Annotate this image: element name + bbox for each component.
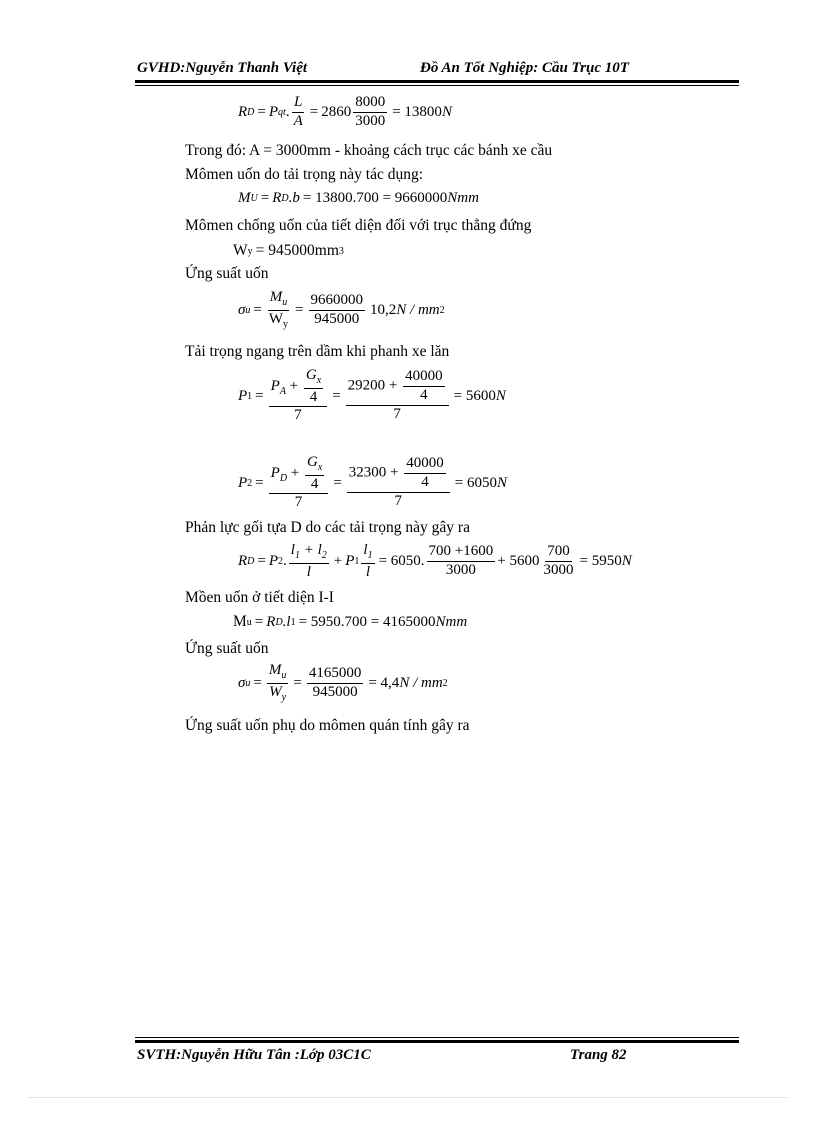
page-bottom-dotted-divider bbox=[28, 1097, 788, 1098]
footer-rule-thick bbox=[135, 1040, 739, 1043]
text-line-8: Ứng suất uốn bbox=[185, 640, 269, 657]
equation-horizontal-load-p1: P 1 = $P_A$ + $\frac{G_x}{4}$ 7 = 29200 + $\frac{40000}{4}$ 7 = 5600 N bbox=[238, 367, 506, 424]
footer-page-number: Trang 82 bbox=[570, 1047, 627, 1063]
text-line-1: Trong đó: A = 3000mm - khoảng cách trục các bánh xe cầu bbox=[185, 142, 553, 159]
text-line-3: Mômen chống uốn của tiết diện đối với trục thẳng đứng bbox=[185, 217, 532, 234]
header-project-title: Đồ An Tốt Nghiệp: Cầu Trục 10T bbox=[420, 60, 629, 76]
equation-bending-stress-2: σ u = $\frac{M_u}{W_y}$ = $\frac{4165000}{945000}$ = 4,4 N / mm 2 bbox=[238, 662, 448, 703]
equation-reaction-rd-horizontal: R D = P 2 . $l_1 + l_2$ l + P 1 $\frac{l_1}{l}$ = 6050. 700 +1600 3000 + 5600 $\frac{700}{3000}$ = 5950 N bbox=[238, 542, 632, 580]
equation-moment-section: M u = R D .l 1 = 5950.700 = 4165000 Nmm bbox=[233, 613, 468, 630]
equation-section-modulus: W y = 945000mm 3 bbox=[233, 242, 344, 259]
text-line-6: Phản lực gối tựa D do các tải trọng này gây ra bbox=[185, 519, 470, 536]
text-line-9: Ứng suất uốn phụ do mômen quán tính gây ra bbox=[185, 717, 470, 734]
text-line-7: Mồen uốn ở tiết diện I-I bbox=[185, 589, 334, 606]
text-line-4: Ứng suất uốn bbox=[185, 265, 269, 282]
header-instructor: GVHD:Nguyễn Thanh Việt bbox=[137, 60, 308, 76]
footer-rule-thin bbox=[135, 1037, 739, 1038]
equation-bending-stress-1: σ u = $\frac{M_u}{W_y}$ = $\frac{9660000}{945000}$ 10,2 N / mm 2 bbox=[238, 289, 445, 330]
equation-reaction-rd: R D = P qt . $\frac{L}{A}$ = 2860 $\frac{8000}{3000}$ = 13800 N bbox=[238, 94, 452, 129]
header-rule-thin bbox=[135, 85, 739, 86]
equation-bending-moment: M U = R D .b = 13800.700 = 9660000 Nmm bbox=[238, 190, 479, 206]
text-line-2: Mômen uốn do tải trọng này tác dụng: bbox=[185, 166, 424, 183]
footer-student: SVTH:Nguyễn Hữu Tân :Lớp 03C1C bbox=[137, 1047, 371, 1063]
text-line-5: Tải trọng ngang trên dầm khi phanh xe lăn bbox=[185, 343, 450, 360]
header-rule-thick bbox=[135, 80, 739, 83]
equation-horizontal-load-p2: P 2 = $P_D$ + $\frac{G_x}{4}$ 7 = 32300 + $\frac{40000}{4}$ 7 = 6050 N bbox=[238, 454, 507, 511]
